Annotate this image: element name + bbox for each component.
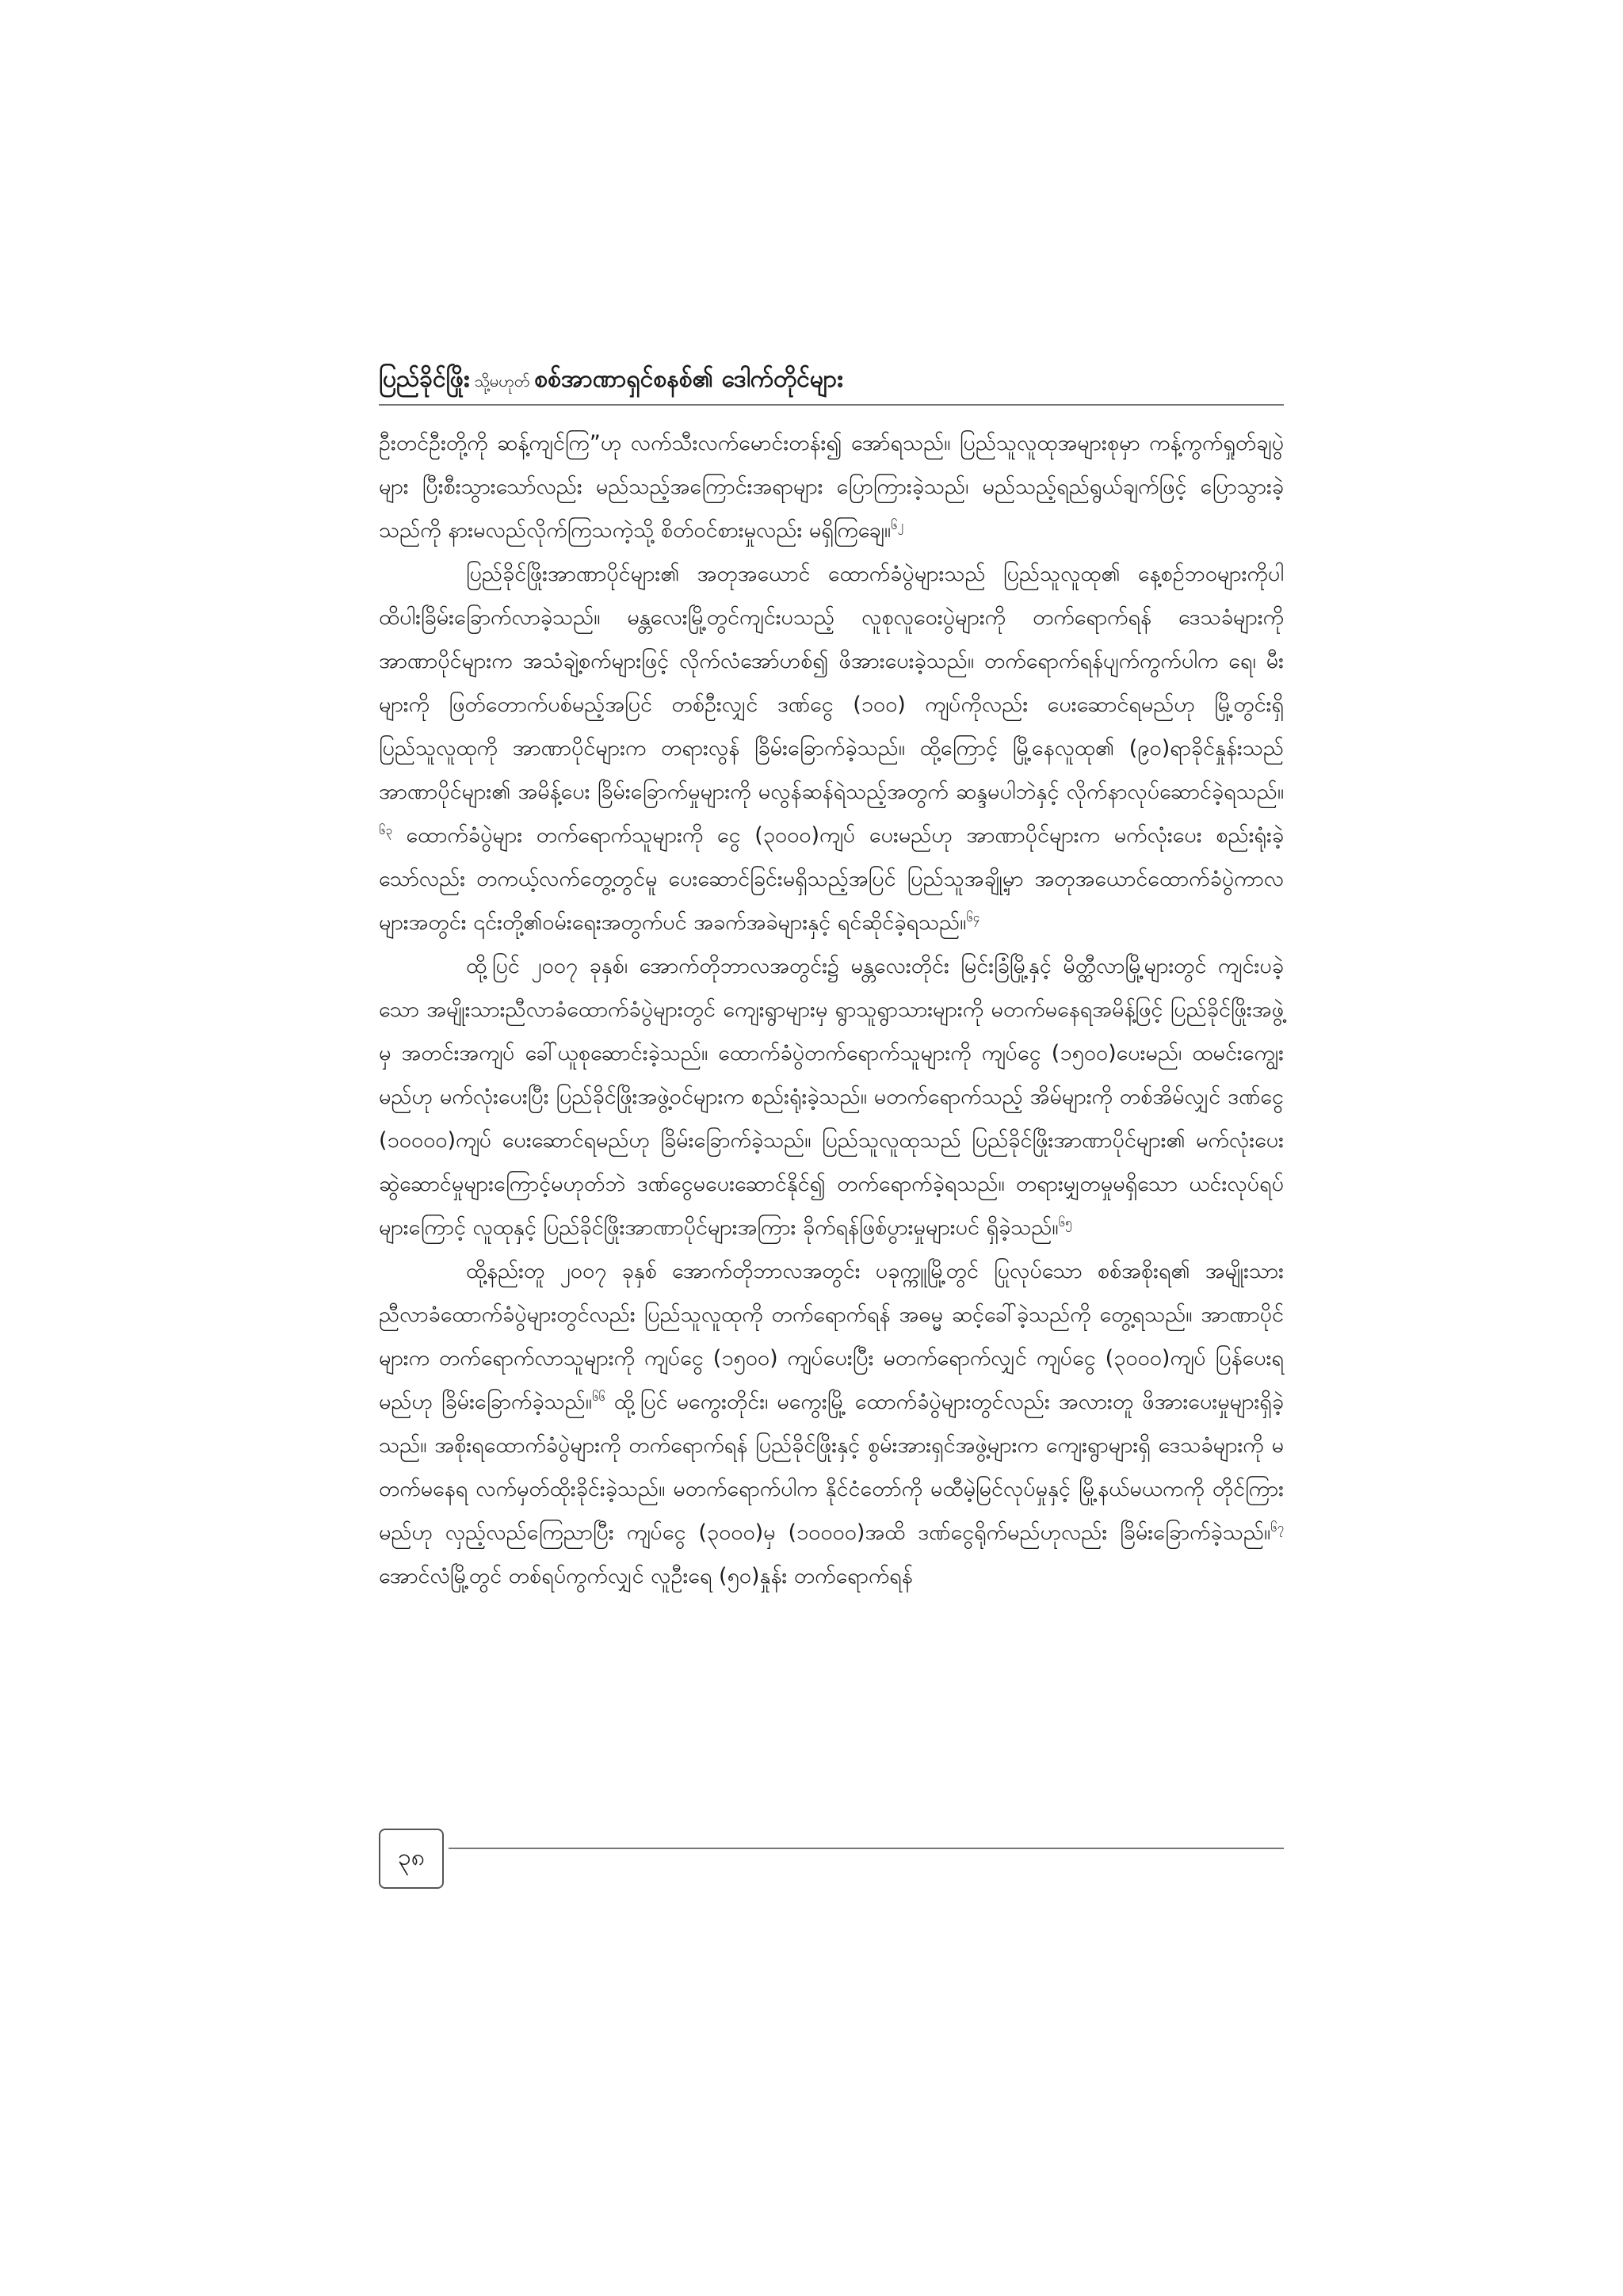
footer-rule (449, 1848, 1284, 1849)
paragraph-4 (379, 1249, 1284, 1598)
paragraph-text-continued: ထို့ပြင် မကွေးတိုင်း၊ မကွေးမြို့ ထောက်ခံပွဲများတွင်လည်း အလားတူ ဖိအားပေးမှုများရှိခဲ့သည်။ အစိုးရထောက်ခံပွဲများကို တက်ရောက်ရန် ပြည်ခိုင်ဖြိုးနှင့် စွမ်းအားရှင်အဖွဲ့များက ကျေးရွာများရှိ ဒေသခံများကို မတက်မနေရ လက်မှတ်ထိုးခိုင်းခဲ့သည်။ မတက်ရောက်ပါက နိုင်ငံတော်ကို မထီမဲ့မြင်လုပ်မှုနှင့် မြို့နယ်မယကကို တိုင်ကြားမည်ဟု လှည့်လည်ကြေညာပြီး ကျပ်ငွေ (၃၀၀၀)မှ (၁၀၀၀၀)အထိ ဒဏ်ငွေရိုက်မည်ဟုလည်း ခြိမ်းခြောက်ခဲ့သည်။ (379, 1390, 1284, 1545)
paragraph-2 (379, 552, 1284, 944)
page-number (379, 1829, 444, 1889)
paragraph-text-continued: ထောက်ခံပွဲများ တက်ရောက်သူများကို ငွေ (၃၀၀၀)ကျပ် ပေးမည်ဟု အာဏာပိုင်များက မက်လုံးပေး စည်းရုံးခဲ့သော်လည်း တကယ့်လက်တွေ့တွင်မူ ပေးဆောင်ခြင်းမရှိသည့်အပြင် ပြည်သူအချို့မှာ အတုအယောင်ထောက်ခံပွဲကာလများအတွင်း ၎င်းတို့၏ဝမ်းရေးအတွက်ပင် အခက်အခဲများနှင့် ရင်ဆိုင်ခဲ့ရသည်။ (379, 823, 1284, 935)
page-header (379, 358, 1284, 406)
header-title-conjunction: သို့မဟုတ် (474, 372, 530, 391)
page-number-text: ၃၈ (397, 1843, 425, 1871)
header-title-part2: စစ်အာဏာရှင်စနစ်၏ ဒေါက်တိုင်များ (534, 365, 843, 393)
paragraph-1 (379, 421, 1284, 552)
footnote-marker: ၆၂ (891, 518, 903, 532)
footnote-marker: ၆၅ (1058, 1215, 1072, 1230)
footnote-marker: ၆၇ (1270, 1520, 1284, 1535)
paragraph-text-continued: အောင်လံမြို့တွင် တစ်ရပ်ကွက်လျှင် လူဦးရေ (၅၀)နှုန်း တက်ရောက်ရန် (379, 1564, 913, 1589)
footnote-marker: ၆၃ (379, 823, 392, 837)
paragraph-text: ထို့ပြင် ၂၀၀၇ ခုနှစ်၊ အောက်တိုဘာလအတွင်း၌ မန္တလေးတိုင်း မြင်းခြံမြို့နှင့် မိတ္ထီလာမြို့များတွင် ကျင်းပခဲ့သော အမျိုးသားညီလာခံထောက်ခံပွဲများတွင် ကျေးရွာများမှ ရွာသူရွာသားများကို မတက်မနေရအမိန့်ဖြင့် ပြည်ခိုင်ဖြိုးအဖွဲ့မှ အတင်းအကျပ် ခေါ်ယူစုဆောင်းခဲ့သည်။ ထောက်ခံပွဲတက်ရောက်သူများကို ကျပ်ငွေ (၁၅၀၀)ပေးမည်၊ ထမင်းကျွေးမည်ဟု မက်လုံးပေးပြီး ပြည်ခိုင်ဖြိုးအဖွဲ့ဝင်များက စည်းရုံးခဲ့သည်။ မတက်ရောက်သည့် အိမ်များကို တစ်အိမ်လျှင် ဒဏ်ငွေ (၁၀၀၀၀)ကျပ် ပေးဆောင်ရမည်ဟု ခြိမ်းခြောက်ခဲ့သည်။ ပြည်သူလူထုသည် ပြည်ခိုင်ဖြိုးအာဏာပိုင်များ၏ မက်လုံးပေး ဆွဲဆောင်မှုများကြောင့်မဟုတ်ဘဲ ဒဏ်ငွေမပေးဆောင်နိုင်၍ တက်ရောက်ခဲ့ရသည်။ တရားမျှတမှုမရှိသော ယင်းလုပ်ရပ်များကြောင့် လူထုနှင့် ပြည်ခိုင်ဖြိုးအာဏာပိုင်များအကြား ခိုက်ရန်ဖြစ်ပွားမှုများပင် ရှိခဲ့သည်။ (379, 954, 1284, 1240)
paragraph-3 (379, 944, 1284, 1249)
footnote-marker: ၆၆ (591, 1390, 605, 1404)
header-title-part1: ပြည်ခိုင်ဖြိုး (379, 365, 470, 393)
paragraph-text: ပြည်ခိုင်ဖြိုးအာဏာပိုင်များ၏ အတုအယောင် ထောက်ခံပွဲများသည် ပြည်သူလူထု၏ နေ့စဉ်ဘဝများကိုပါ ထိပါးခြိမ်းခြောက်လာခဲ့သည်။ မန္တလေးမြို့တွင်ကျင်းပသည့် လူစုလူဝေးပွဲများကို တက်ရောက်ရန် ဒေသခံများကို အာဏာပိုင်များက အသံချဲ့စက်များဖြင့် လိုက်လံအော်ဟစ်၍ ဖိအားပေးခဲ့သည်။ တက်ရောက်ရန်ပျက်ကွက်ပါက ရေ၊ မီးများကို ဖြတ်တောက်ပစ်မည့်အပြင် တစ်ဦးလျှင် ဒဏ်ငွေ (၁၀၀) ကျပ်ကိုလည်း ပေးဆောင်ရမည်ဟု မြို့တွင်းရှိ ပြည်သူလူထုကို အာဏာပိုင်များက တရားလွန် ခြိမ်းခြောက်ခဲ့သည်။ ထို့ကြောင့် မြို့နေလူထု၏ (၉၀)ရာခိုင်နှုန်းသည် အာဏာပိုင်များ၏ အမိန့်ပေး ခြိမ်းခြောက်မှုများကို မလွန်ဆန်ရဲသည့်အတွက် ဆန္ဒမပါဘဲနှင့် လိုက်နာလုပ်ဆောင်ခဲ့ရသည်။ (379, 562, 1284, 804)
header-title (379, 363, 843, 399)
paragraph-text: ဦးတင်ဦးတို့ကို ဆန့်ကျင်ကြ”ဟု လက်သီးလက်မောင်းတန်း၍ အော်ရသည်။ ပြည်သူလူထုအများစုမှာ ကန့်ကွက်ရှုတ်ချပွဲများ ပြီးစီးသွားသော်လည်း မည်သည့်အကြောင်းအရာများ ပြောကြားခဲ့သည်၊ မည်သည့်ရည်ရွယ်ချက်ဖြင့် ပြောသွားခဲ့သည်ကို နားမလည်လိုက်ကြသကဲ့သို့ စိတ်ဝင်စားမှုလည်း မရှိကြချေ။ (379, 431, 1284, 543)
footnote-marker: ၆၄ (966, 910, 980, 925)
body-text (379, 421, 1284, 1598)
paragraph-text: ထို့နည်းတူ ၂၀၀၇ ခုနှစ် အောက်တိုဘာလအတွင်း ပခုက္ကူမြို့တွင် ပြုလုပ်သော စစ်အစိုးရ၏ အမျိုးသားညီလာခံထောက်ခံပွဲများတွင်လည်း ပြည်သူလူထုကို တက်ရောက်ရန် အဓမ္မ ဆင့်ခေါ်ခဲ့သည်ကို တွေ့ရသည်။ အာဏာပိုင်များက တက်ရောက်လာသူများကို ကျပ်ငွေ (၁၅၀၀) ကျပ်ပေးပြီး မတက်ရောက်လျှင် ကျပ်ငွေ (၃၀၀၀)ကျပ် ပြန်ပေးရမည်ဟု ခြိမ်းခြောက်ခဲ့သည်။ (379, 1259, 1284, 1414)
